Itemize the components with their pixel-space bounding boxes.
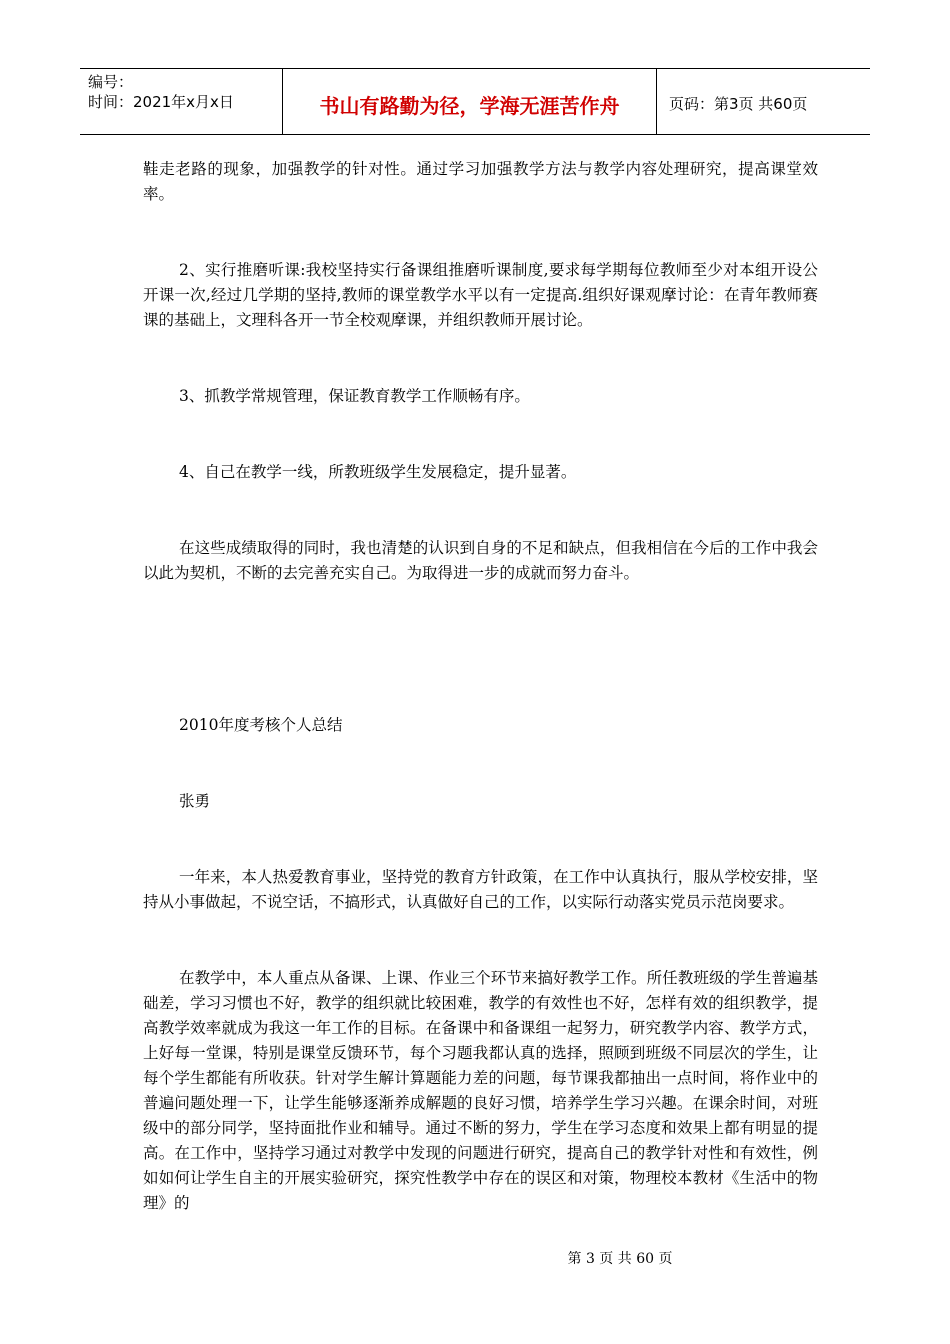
header-motto: 书山有路勤为径，学海无涯苦作舟 [283,69,657,134]
header-meta [80,69,283,134]
number-label: 编号： [88,73,134,91]
header-page-info: 页码：第3页 共60页 [669,95,808,113]
paragraph: 3、抓教学常规管理，保证教育教学工作顺畅有序。 [179,387,530,405]
time-label: 时间：2021年x月x日 [88,93,234,111]
paragraph: 鞋走老路的现象，加强教学的针对性。通过学习加强教学方法与教学内容处理研究，提高课堂效率。 [143,160,818,203]
author-name: 张勇 [179,792,211,810]
paragraph: 2、实行推磨听课:我校坚持实行备课组推磨听课制度,要求每学期每位教师至少对本组开设公开课一次,经过几学期的坚持,教师的课堂教学水平以有一定提高.组织好课观摩讨论：在青年教师赛课的基础上，文理科各开一节全校观摩课，并组织教师开展讨论。 [143,261,818,329]
paragraph: 4、自己在教学一线，所教班级学生发展稳定，提升显著。 [179,463,577,481]
section-title: 2010年度考核个人总结 [179,716,343,734]
paragraph: 一年来，本人热爱教育事业，坚持党的教育方针政策，在工作中认真执行，服从学校安排，坚持从小事做起，不说空话，不搞形式，认真做好自己的工作，以实际行动落实党员示范岗要求。 [143,868,818,911]
document-body [143,157,818,1216]
paragraph: 在这些成绩取得的同时，我也清楚的认识到自身的不足和缺点，但我相信在今后的工作中我会以此为契机，不断的去完善充实自己。为取得进一步的成就而努力奋斗。 [143,539,818,582]
paragraph: 在教学中，本人重点从备课、上课、作业三个环节来搞好教学工作。所任教班级的学生普遍基础差，学习习惯也不好，教学的组织就比较困难，教学的有效性也不好，怎样有效的组织教学，提高教学效率就成为我这一年工作的目标。在备课中和备课组一起努力，研究教学内容、教学方式，上好每一堂课，特别是课堂反馈环节，每个习题我都认真的选择，照顾到班级不同层次的学生，让每个学生都能有所收获。针对学生解计算题能力差的问题，每节课我都抽出一点时间，将作业中的普遍问题处理一下，让学生能够逐渐养成解题的良好习惯，培养学生学习兴趣。在课余时间，对班级中的部分同学，坚持面批作业和辅导。通过不断的努力，学生在学习态度和效果上都有明显的提高。在工作中，坚持学习通过对教学中发现的问题进行研究，提高自己的教学针对性和有效性，例如如何让学生自主的开展实验研究，探究性教学中存在的误区和对策，物理校本教材《生活中的物理》的 [143,969,818,1212]
document-header [80,68,870,135]
page-footer: 第 3 页 共 60 页 [567,1251,673,1267]
